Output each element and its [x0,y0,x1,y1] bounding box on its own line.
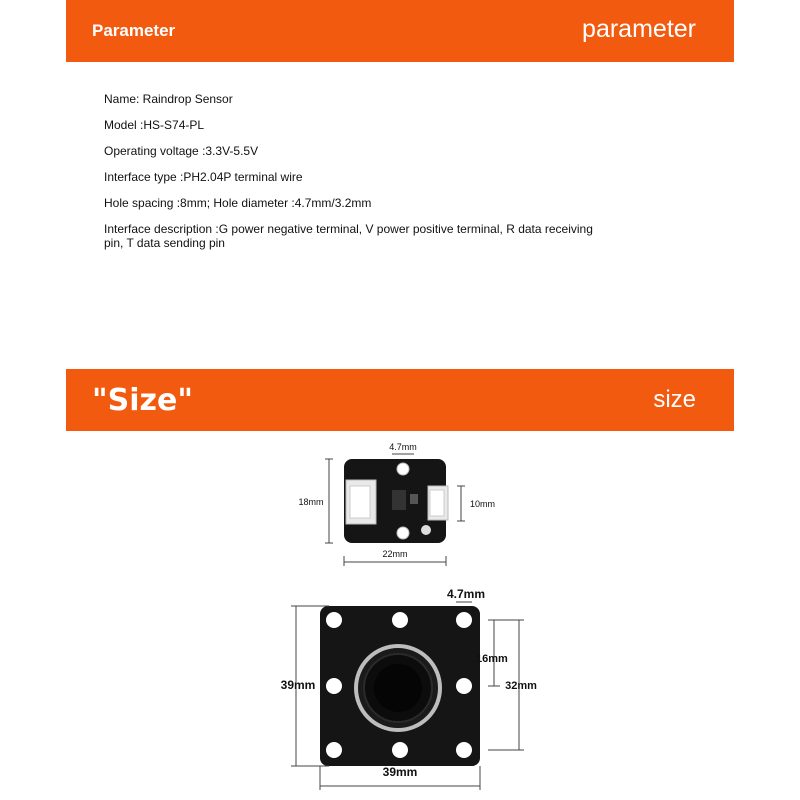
mount-hole [326,678,342,694]
dim-height-bottom: 39mm [280,678,316,692]
param-name: Name: Raindrop Sensor [104,92,233,106]
dim-hole-bottom: 4.7mm [446,587,486,601]
mount-hole [392,612,408,628]
mount-hole [421,525,431,535]
large-board-diagram [281,587,537,790]
mount-hole [456,742,472,758]
dim-inner-bottom: 32mm [505,680,537,692]
dim-spacing-bottom: 16mm [476,653,508,665]
mount-hole [326,742,342,758]
param-interface-type: Interface type :PH2.04P terminal wire [104,170,303,184]
mount-hole [397,527,409,539]
param-interface-description: Interface description :G power negative terminal, V power positive terminal, R data receiving pin, T data sending pin [104,222,593,250]
dim-height-top: 18mm [298,497,324,507]
dim-width-bottom: 39mm [382,765,418,779]
parameter-banner-title: Parameter [92,21,176,40]
size-banner-title: "Size" [92,383,193,418]
mount-hole [397,463,409,475]
mount-hole [456,678,472,694]
dim-hole-top: 4.7mm [389,442,417,452]
param-model: Model :HS-S74-PL [104,118,205,132]
mount-hole [326,612,342,628]
parameter-banner-subtitle: parameter [582,15,696,43]
mount-hole [456,612,472,628]
dim-connector-top: 10mm [470,499,496,509]
dim-width-top: 22mm [382,549,408,559]
param-hole-spacing: Hole spacing :8mm; Hole diameter :4.7mm/3.2mm [104,196,372,210]
param-voltage: Operating voltage :3.3V-5.5V [104,144,259,158]
sensor-center [374,664,422,712]
size-banner-subtitle: size [653,386,696,413]
small-board-diagram [298,442,495,566]
mount-hole [392,742,408,758]
chip [392,490,406,510]
